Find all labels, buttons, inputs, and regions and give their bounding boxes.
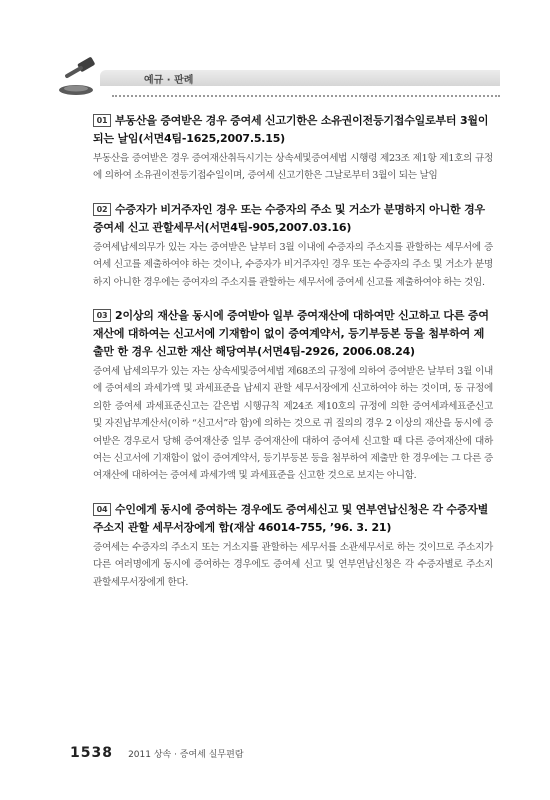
page-footer	[70, 742, 244, 762]
ruling-title-text: 수증자가 비거주자인 경우 또는 수증자의 주소 및 거소가 분명하지 아니한 경우 증여세 신고 관할세무서(서면4팀-905,2007.03.16)	[93, 202, 485, 234]
gavel-icon	[56, 56, 100, 98]
ruling-body: 증여세는 수증자의 주소지 또는 거소지를 관할하는 세무서를 소관세무서로 하는 것이므로 주소지가 다른 여러명에게 동시에 증여하는 경우에도 증여세 신고 및 연부연납신청은 각 수증자별로 주소지 관할세무서장에게 한다.	[93, 541, 493, 588]
ruling-title-text: 부동산을 증여받은 경우 증여세 신고기한은 소유권이전등기접수일로부터 3월이 되는 날임(서면4팀-1625,2007.5.15)	[93, 114, 489, 145]
page-number: 1538	[70, 745, 113, 761]
book-title: 2011 상속 · 증여세 실무편람	[128, 750, 244, 760]
ruling-title-text: 2이상의 재산을 동시에 증여받아 일부 증여재산에 대하여만 신고하고 다른 증여재산에 대하여는 신고서에 기재함이 없이 증여계약서, 등기부등본 등을 첨부하여 제출만 한 경우 신고한 재산 해당여부(서면4팀-2926, 2006.08.24)	[93, 309, 489, 359]
header-tab	[100, 70, 500, 86]
header-divider	[112, 95, 500, 97]
running-header	[52, 56, 500, 98]
ruling-title	[93, 201, 493, 237]
ruling-title-text: 수인에게 동시에 증여하는 경우에도 증여세신고 및 연부연납신청은 각 수증자별 주소지 관할 세무서장에게 함(재삼 46014-755, ’96. 3. 21)	[93, 502, 489, 534]
ruling-body: 부동산을 증여받은 경우 증여재산취득시기는 상속세및증여세법 시행령 제23조 제1항 제1호의 규정에 의하여 소유권이전등기접수일이며, 증여세 신고기한은 그날로부터 3월이 되는 날임	[93, 153, 493, 182]
ruling-body: 증여세납세의무가 있는 자는 증여받은 날부터 3월 이내에 수증자의 주소지를 관할하는 세무서에 증여세 신고를 제출하여야 하는 것이나, 수증자가 비거주자인 경우 또는 수증자의 주소 및 거소가 분명하지 아니한 경우에는 증여자의 주소지를 관할하는 세무서에 증여세 신고를 제출하여야 하는 것임.	[93, 241, 493, 288]
rulings-content	[93, 112, 493, 607]
ruling-title	[93, 501, 493, 537]
ruling-number: 03	[93, 309, 111, 322]
header-label: 예규 · 판례	[144, 75, 194, 86]
ruling-title	[93, 112, 493, 148]
ruling-section-04	[93, 501, 493, 591]
ruling-title	[93, 307, 493, 361]
ruling-section-02	[93, 201, 493, 291]
ruling-number: 02	[93, 203, 111, 216]
ruling-body: 증여세 납세의무가 있는 자는 상속세및증여세법 제68조의 규정에 의하여 증여받은 날부터 3월 이내에 증여세의 과세가액 및 과세표준을 납세지 관할 세무서장에게 신고하여야 하는 것이며, 동 규정에 의한 증여세 과세표준신고는 같은법 시행규칙 제24조 제10호의 규정에 의한 증여세과세표준신고 및 자진납부계산서(이하 “신고서”라 함)에 의하는 것으로 귀 질의의 경우 2 이상의 재산을 동시에 증여받은 경우로서 당해 증여재산중 일부 증여재산에 대하여 증여세 신고할 때 다른 증여재산에 대하여는 신고서에 기재함이 없이 증여계약서, 등기부등본 등을 첨부하여 제출만 한 경우에는 그 다른 증여재산에 대하여는 증여세 과세가액 및 과세표준을 신고한 것으로 보지는 아니함.	[93, 366, 493, 482]
ruling-section-01	[93, 112, 493, 185]
ruling-number: 04	[93, 503, 111, 516]
ruling-number: 01	[93, 114, 111, 127]
ruling-section-03	[93, 307, 493, 485]
